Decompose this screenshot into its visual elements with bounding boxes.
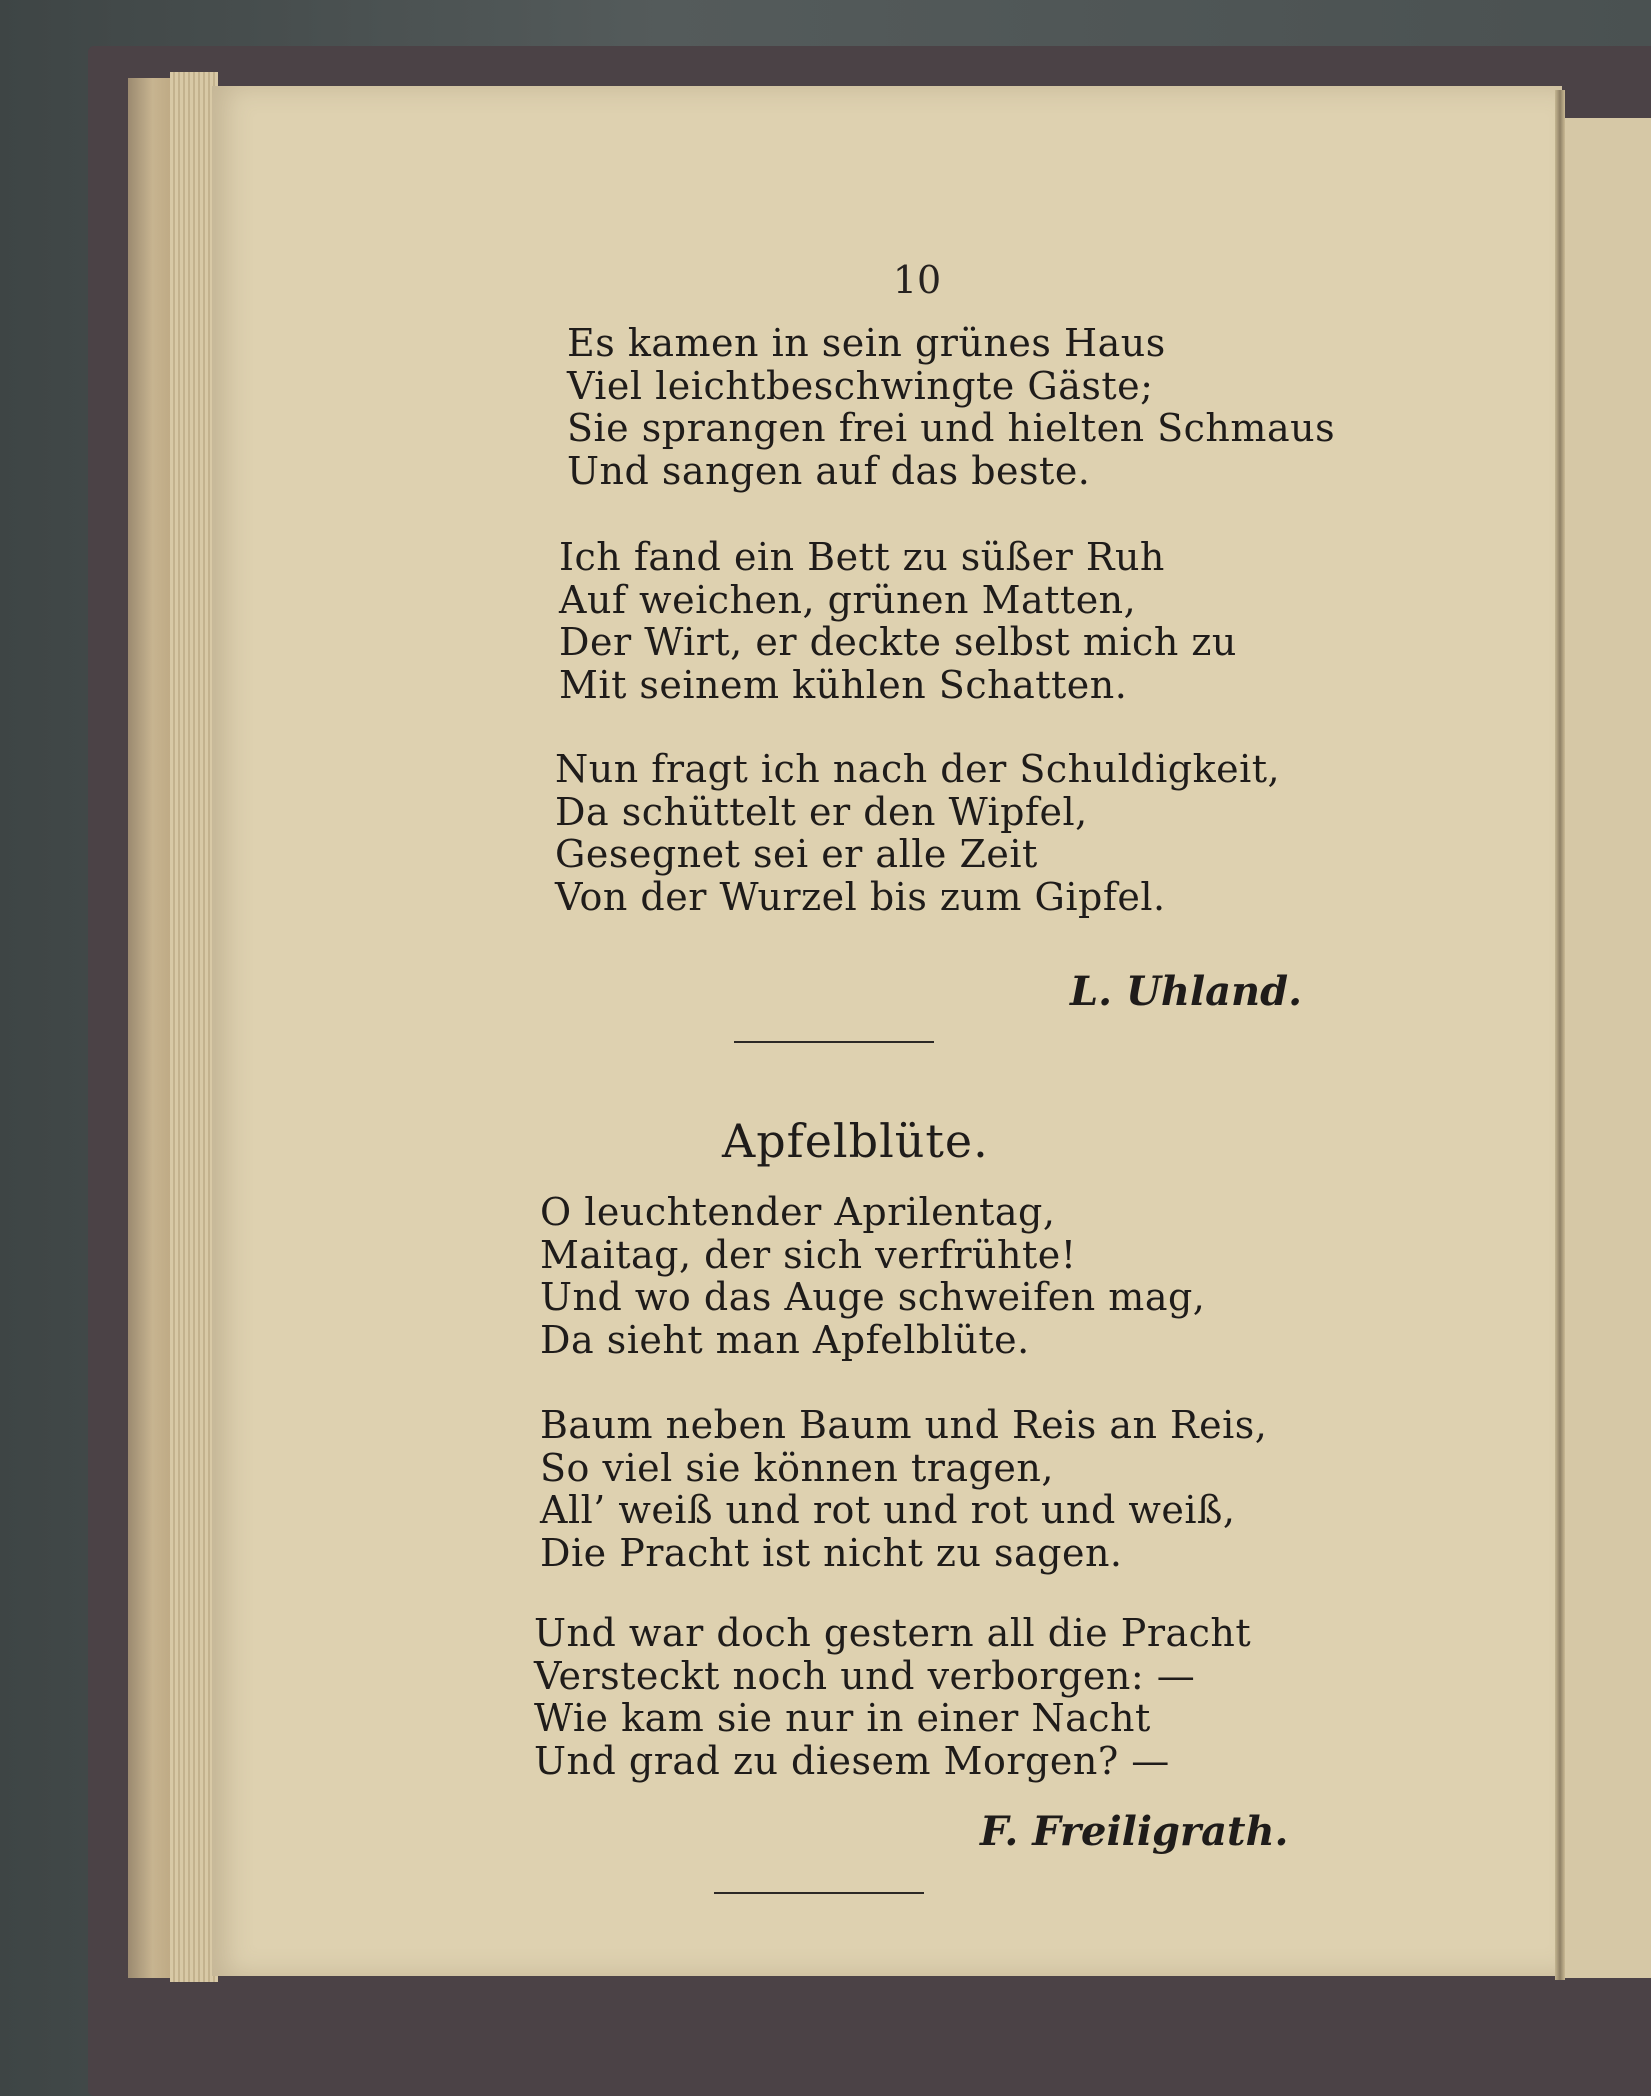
poem-line: Da schüttelt er den Wipfel, [555, 789, 1088, 834]
poem-line: O leuchtender Aprilentag, [540, 1190, 1056, 1234]
poem1-author: L. Uhland. [1070, 968, 1303, 1015]
poem-line: Mit seinem kühlen Schatten. [559, 662, 1128, 707]
poem-line: Wie kam sie nur in einer Nacht [534, 1696, 1151, 1740]
poem-line: Auf weichen, grünen Matten, [559, 577, 1137, 622]
poem-line: Und sangen auf das beste. [567, 448, 1091, 493]
poem-line: Sie sprangen frei und hielten Schmaus [567, 406, 1336, 450]
poem-line: Viel leichtbeschwingte Gäste; [567, 363, 1154, 408]
poem-line: Es kamen in sein grünes Haus [567, 321, 1166, 365]
poem-line: Versteckt noch und verborgen: — [534, 1653, 1196, 1698]
poem-line: So viel sie können tragen, [540, 1445, 1054, 1490]
poem2-stanza-1 [540, 1191, 1205, 1361]
poem-line: Ich fand ein Bett zu süßer Ruh [559, 535, 1165, 579]
page-number: 10 [892, 258, 942, 302]
poem2-title: Apfelblüte. [722, 1114, 989, 1168]
poem-line: Und wo das Auge schweifen mag, [540, 1275, 1206, 1319]
poem-line: Der Wirt, er deckte selbst mich zu [559, 620, 1237, 664]
poem1-stanza-1 [567, 322, 1335, 492]
poem2-author: F. Freiligrath. [980, 1808, 1289, 1855]
poem1-stanza-2 [559, 536, 1237, 706]
poem-line: Die Pracht ist nicht zu sagen. [540, 1530, 1123, 1575]
poem-line: Und war doch gestern all die Pracht [534, 1611, 1252, 1655]
poem2-stanza-2 [540, 1404, 1267, 1574]
poem1-stanza-3 [555, 748, 1280, 918]
poem-line: Nun fragt ich nach der Schuldigkeit, [555, 747, 1281, 791]
poem-line: Da sieht man Apfelblüte. [540, 1317, 1030, 1362]
gutter [1555, 90, 1565, 1980]
poem-line: Maitag, der sich verfrühte! [540, 1232, 1077, 1277]
book-page [212, 86, 1562, 1976]
poem-line: Gesegnet sei er alle Zeit [555, 832, 1038, 876]
poem2-stanza-3 [534, 1612, 1251, 1782]
page-stack [170, 72, 218, 1982]
poem-line: Baum neben Baum und Reis an Reis, [540, 1403, 1268, 1447]
end-divider [714, 1892, 924, 1894]
facing-page [1563, 118, 1651, 1978]
poem-line: Von der Wurzel bis zum Gipfel. [555, 874, 1166, 919]
poem-line: Und grad zu diesem Morgen? — [534, 1738, 1170, 1783]
section-divider [734, 1041, 934, 1043]
poem-line: All’ weiß und rot und rot und weiß, [540, 1488, 1236, 1532]
